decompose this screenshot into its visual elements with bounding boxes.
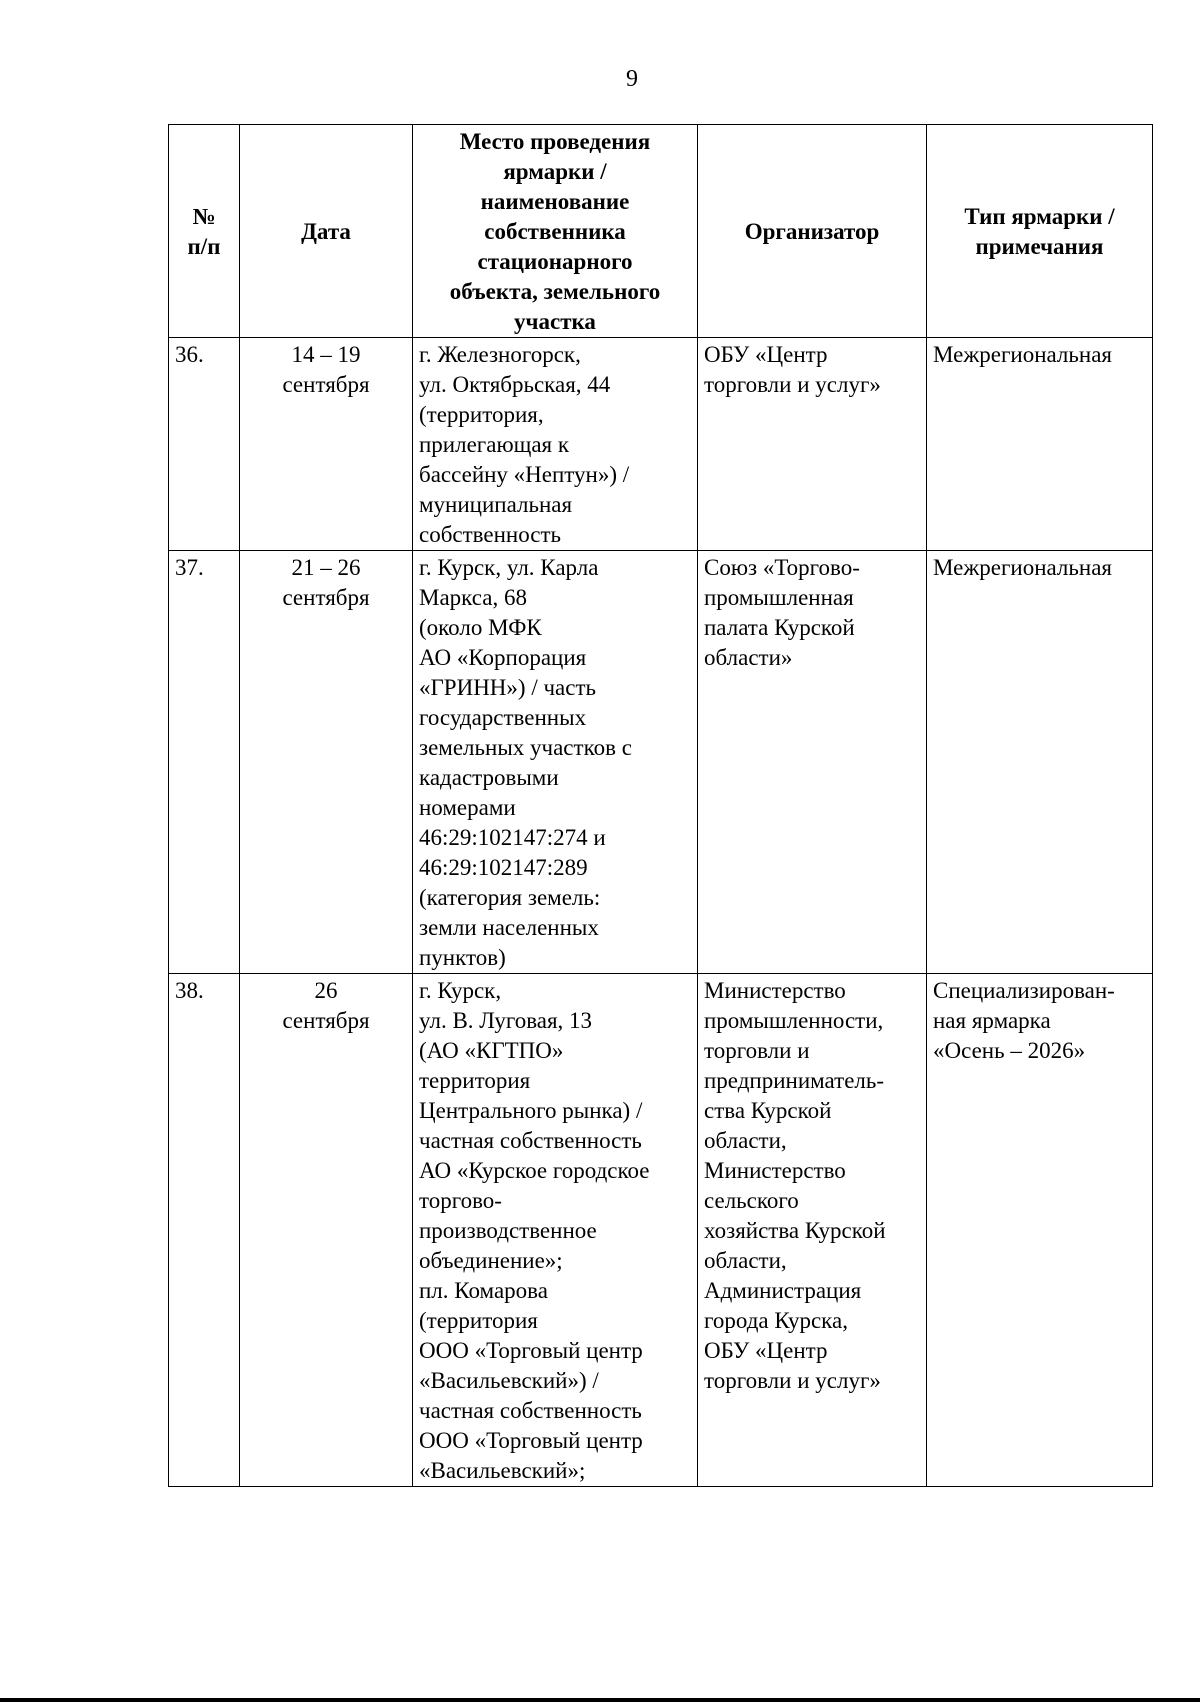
cell-place-line: Маркса, 68 — [419, 585, 527, 610]
cell-organizer-line: области, — [704, 1128, 787, 1153]
cell-date — [240, 974, 413, 1487]
cell-place — [413, 551, 698, 974]
cell-organizer — [698, 338, 927, 551]
cell-date — [240, 338, 413, 551]
cell-place-line: территория — [419, 1068, 531, 1093]
cell-date-line: сентября — [282, 372, 370, 397]
cell-place-line: пл. Комарова — [419, 1278, 548, 1303]
cell-place-line: «Васильевский») / — [419, 1368, 599, 1393]
header-place: Место проведения ярмарки / наименование собственника стационарного объекта, земельного участка — [413, 125, 698, 338]
cell-date-line: 21 – 26 — [291, 555, 361, 580]
cell-organizer-line: ОБУ «Центр — [704, 342, 828, 367]
table-row — [169, 551, 1153, 974]
header-organizer: Организатор — [698, 125, 927, 338]
cell-organizer-line: торговли и — [704, 1038, 810, 1063]
cell-organizer-line: ОБУ «Центр — [704, 1338, 828, 1363]
cell-place-line: г. Курск, ул. Карла — [419, 555, 599, 580]
cell-organizer-line: хозяйства Курской — [704, 1218, 886, 1243]
cell-organizer-line: промышленности, — [704, 1008, 884, 1033]
cell-type — [927, 551, 1153, 974]
fairs-table — [168, 124, 1153, 1487]
cell-place-line: прилегающая к — [419, 432, 570, 457]
cell-date-line: сентября — [282, 585, 370, 610]
cell-num: 37. — [169, 551, 240, 974]
cell-place-line: частная собственность — [419, 1128, 642, 1153]
cell-type — [927, 338, 1153, 551]
header-type: Тип ярмарки / примечания — [927, 125, 1153, 338]
cell-organizer-line: Администрация — [704, 1278, 862, 1303]
cell-organizer-line: ства Курской — [704, 1098, 832, 1123]
cell-place-line: «Васильевский»; — [419, 1458, 586, 1483]
cell-date-line: сентября — [282, 1008, 370, 1033]
cell-organizer-line: Союз «Торгово- — [704, 555, 860, 580]
cell-type-line: Специализирован- — [933, 978, 1115, 1003]
cell-organizer-line: торговли и услуг» — [704, 1368, 881, 1393]
cell-place-line: АО «Курское городское — [419, 1158, 650, 1183]
cell-type — [927, 974, 1153, 1487]
header-date: Дата — [240, 125, 413, 338]
cell-date-line: 26 — [314, 978, 338, 1003]
cell-place-line: муниципальная — [419, 492, 573, 517]
cell-place-line: ул. Октябрьская, 44 — [419, 372, 611, 397]
cell-place-line: г. Курск, — [419, 978, 502, 1003]
cell-organizer-line: Министерство — [704, 978, 846, 1003]
header-num: № п/п — [169, 125, 240, 338]
cell-type-line: «Осень – 2026» — [933, 1038, 1086, 1063]
cell-organizer-line: палата Курской — [704, 615, 855, 640]
cell-place — [413, 974, 698, 1487]
cell-place-line: (территория — [419, 1308, 538, 1333]
cell-organizer — [698, 974, 927, 1487]
cell-organizer-line: города Курска, — [704, 1308, 848, 1333]
cell-date-line: 14 – 19 — [291, 342, 361, 367]
cell-place-line: ООО «Торговый центр — [419, 1428, 643, 1453]
cell-place-line: торгово- — [419, 1188, 502, 1213]
cell-place-line: ул. В. Луговая, 13 — [419, 1008, 593, 1033]
cell-organizer-line: Министерство — [704, 1158, 846, 1183]
cell-place-line: 46:29:102147:289 — [419, 855, 588, 880]
cell-place-line: номерами — [419, 795, 516, 820]
cell-organizer — [698, 551, 927, 974]
cell-place-line: (АО «КГТПО» — [419, 1038, 564, 1063]
cell-place-line: собственность — [419, 522, 562, 547]
cell-place-line: частная собственность — [419, 1398, 642, 1423]
cell-place — [413, 338, 698, 551]
cell-place-line: ООО «Торговый центр — [419, 1338, 643, 1363]
page-number: 9 — [626, 66, 638, 92]
cell-place-line: земли населенных — [419, 915, 599, 940]
scan-border — [0, 1698, 1200, 1702]
cell-organizer-line: предприниматель- — [704, 1068, 885, 1093]
cell-place-line: пунктов) — [419, 945, 506, 970]
cell-place-line: земельных участков с — [419, 735, 632, 760]
table-row — [169, 338, 1153, 551]
cell-place-line: (около МФК — [419, 615, 542, 640]
cell-date — [240, 551, 413, 974]
cell-organizer-line: области» — [704, 645, 793, 670]
table-header-row — [169, 125, 1153, 338]
cell-type-line: Межрегиональная — [933, 555, 1112, 580]
cell-place-line: «ГРИНН») / часть — [419, 675, 596, 700]
cell-place-line: (территория, — [419, 402, 544, 427]
cell-organizer-line: промышленная — [704, 585, 854, 610]
cell-place-line: 46:29:102147:274 и — [419, 825, 606, 850]
cell-organizer-line: области, — [704, 1248, 787, 1273]
table-row — [169, 974, 1153, 1487]
cell-place-line: АО «Корпорация — [419, 645, 587, 670]
cell-place-line: объединение»; — [419, 1248, 563, 1273]
cell-place-line: производственное — [419, 1218, 597, 1243]
cell-place-line: г. Железногорск, — [419, 342, 581, 367]
cell-place-line: (категория земель: — [419, 885, 601, 910]
cell-num: 38. — [169, 974, 240, 1487]
cell-num: 36. — [169, 338, 240, 551]
cell-type-line: Межрегиональная — [933, 342, 1112, 367]
cell-place-line: кадастровыми — [419, 765, 559, 790]
cell-type-line: ная ярмарка — [933, 1008, 1051, 1033]
cell-place-line: бассейну «Нептун») / — [419, 462, 630, 487]
cell-place-line: Центрального рынка) / — [419, 1098, 643, 1123]
cell-place-line: государственных — [419, 705, 587, 730]
cell-organizer-line: сельского — [704, 1188, 799, 1213]
cell-organizer-line: торговли и услуг» — [704, 372, 881, 397]
